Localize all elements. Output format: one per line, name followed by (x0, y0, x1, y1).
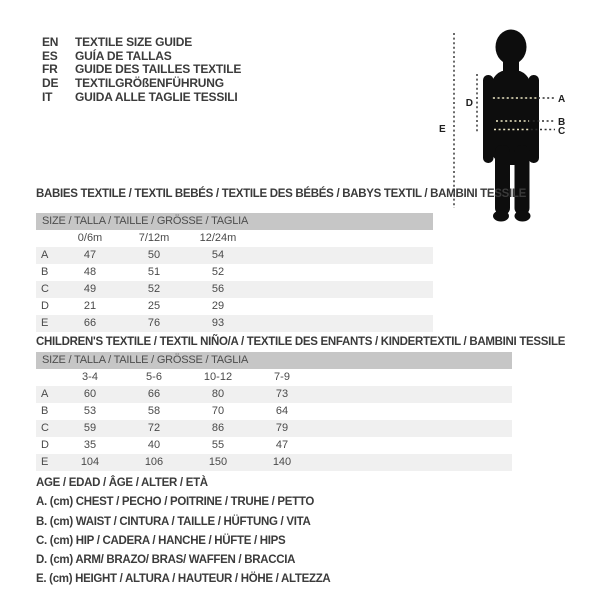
language-row-en (42, 36, 241, 50)
cell: 80 (211, 388, 225, 400)
row-label: A (41, 249, 49, 261)
cell: 93 (211, 317, 225, 329)
cell: 79 (275, 422, 289, 434)
cell: 52 (147, 283, 161, 295)
language-row-es (42, 50, 241, 64)
cell: 66 (83, 317, 97, 329)
children-size-header: SIZE / TALLA / TAILLE / GRÖSSE / TAGLIA (36, 352, 512, 369)
children-row-c (36, 420, 512, 437)
column-header: 0/6m (77, 232, 103, 244)
cell: 40 (147, 439, 161, 451)
chest-label: A (558, 94, 566, 105)
language-code: EN (42, 35, 59, 49)
cell: 106 (144, 456, 164, 468)
children-row-a (36, 386, 512, 403)
cell: 54 (211, 249, 225, 261)
row-label: B (41, 405, 49, 417)
language-name: GUIDE DES TAILLES TEXTILE (75, 62, 242, 77)
language-name: GUÍA DE TALLAS (75, 48, 172, 63)
cell: 140 (272, 456, 292, 468)
cell: 50 (147, 249, 161, 261)
column-header: 5-6 (146, 371, 162, 383)
cell: 76 (147, 317, 161, 329)
cell: 150 (208, 456, 228, 468)
row-label: E (41, 456, 49, 468)
column-header: 7-9 (274, 371, 290, 383)
cell: 21 (83, 300, 97, 312)
legend-item-height: E. (cm) HEIGHT / ALTURA / HAUTEUR / HÖHE / ALTEZZA (36, 573, 331, 586)
cell: 51 (147, 266, 161, 278)
legend-item-hip: C. (cm) HIP / CADERA / HANCHE / HÜFTE / HIPS (36, 534, 286, 547)
row-label: C (41, 422, 49, 434)
babies-table-title: BABIES TEXTILE / TEXTIL BEBÉS / TEXTILE DES BÉBÉS / BABYS TEXTIL / BAMBINI TESSILE (36, 188, 526, 200)
language-code: IT (42, 89, 53, 104)
language-name: GUIDA ALLE TAGLIE TESSILI (75, 89, 238, 104)
cell: 56 (211, 283, 225, 295)
children-row-b (36, 403, 512, 420)
cell: 59 (83, 422, 97, 434)
children-row-d (36, 437, 512, 454)
cell: 58 (147, 405, 161, 417)
language-name: TEXTILGRÖßENFÜHRUNG (75, 76, 224, 91)
legend-age-line: AGE / EDAD / ÂGE / ALTER / ETÀ (36, 477, 208, 489)
row-label: D (41, 439, 49, 451)
cell: 47 (83, 249, 97, 261)
babies-size-header: SIZE / TALLA / TAILLE / GRÖSSE / TAGLIA (36, 213, 433, 230)
legend-item-chest: A. (cm) CHEST / PECHO / POITRINE / TRUHE / PETTO (36, 496, 315, 509)
height-label: E (439, 124, 446, 135)
arm-label: D (465, 98, 473, 109)
cell: 66 (147, 388, 161, 400)
row-label (36, 230, 58, 247)
language-code: FR (42, 62, 58, 77)
cell: 49 (83, 283, 97, 295)
babies-row-d (36, 298, 433, 315)
cell: 86 (211, 422, 225, 434)
cell: 25 (147, 300, 161, 312)
language-name: TEXTILE SIZE GUIDE (75, 35, 193, 49)
legend-item-waist: B. (cm) WAIST / CINTURA / TAILLE / HÜFTUNG / VITA (36, 515, 311, 528)
babies-row-c (36, 281, 433, 298)
row-label: B (41, 266, 49, 278)
children-table (36, 352, 512, 471)
cell: 29 (211, 300, 225, 312)
cell: 35 (83, 439, 97, 451)
language-list (42, 36, 241, 105)
hip-label: C (558, 126, 566, 137)
measurement-legend (36, 474, 330, 590)
babies-row-e (36, 315, 433, 332)
language-code: DE (42, 76, 59, 91)
babies-row-b (36, 264, 433, 281)
column-header: 3-4 (82, 371, 98, 383)
row-label: E (41, 317, 49, 329)
column-header: 10-12 (203, 371, 233, 383)
row-label: C (41, 283, 49, 295)
babies-columns-row (36, 230, 433, 247)
cell: 55 (211, 439, 225, 451)
cell: 53 (83, 405, 97, 417)
cell: 70 (211, 405, 225, 417)
children-row-e (36, 454, 512, 471)
column-header: 7/12m (138, 232, 170, 244)
cell: 72 (147, 422, 161, 434)
babies-row-a (36, 247, 433, 264)
cell: 47 (275, 439, 289, 451)
babies-table (36, 213, 433, 332)
cell: 64 (275, 405, 289, 417)
row-label: D (41, 300, 49, 312)
legend-item-arm: D. (cm) ARM/ BRAZO/ BRAS/ WAFFEN / BRACCIA (36, 554, 296, 567)
cell: 48 (83, 266, 97, 278)
language-row-it (42, 91, 241, 105)
children-columns-row (36, 369, 512, 386)
children-table-title: CHILDREN'S TEXTILE / TEXTIL NIÑO/A / TEXTILE DES ENFANTS / KINDERTEXTIL / BAMBINI TESSILE (36, 336, 566, 348)
language-code: ES (42, 48, 58, 63)
cell: 52 (211, 266, 225, 278)
cell: 73 (275, 388, 289, 400)
language-row-de (42, 77, 241, 91)
cell: 104 (80, 456, 100, 468)
column-header: 12/24m (199, 232, 237, 244)
cell: 60 (83, 388, 97, 400)
waist-label: B (558, 117, 566, 128)
row-label: A (41, 388, 49, 400)
row-label (36, 369, 58, 386)
